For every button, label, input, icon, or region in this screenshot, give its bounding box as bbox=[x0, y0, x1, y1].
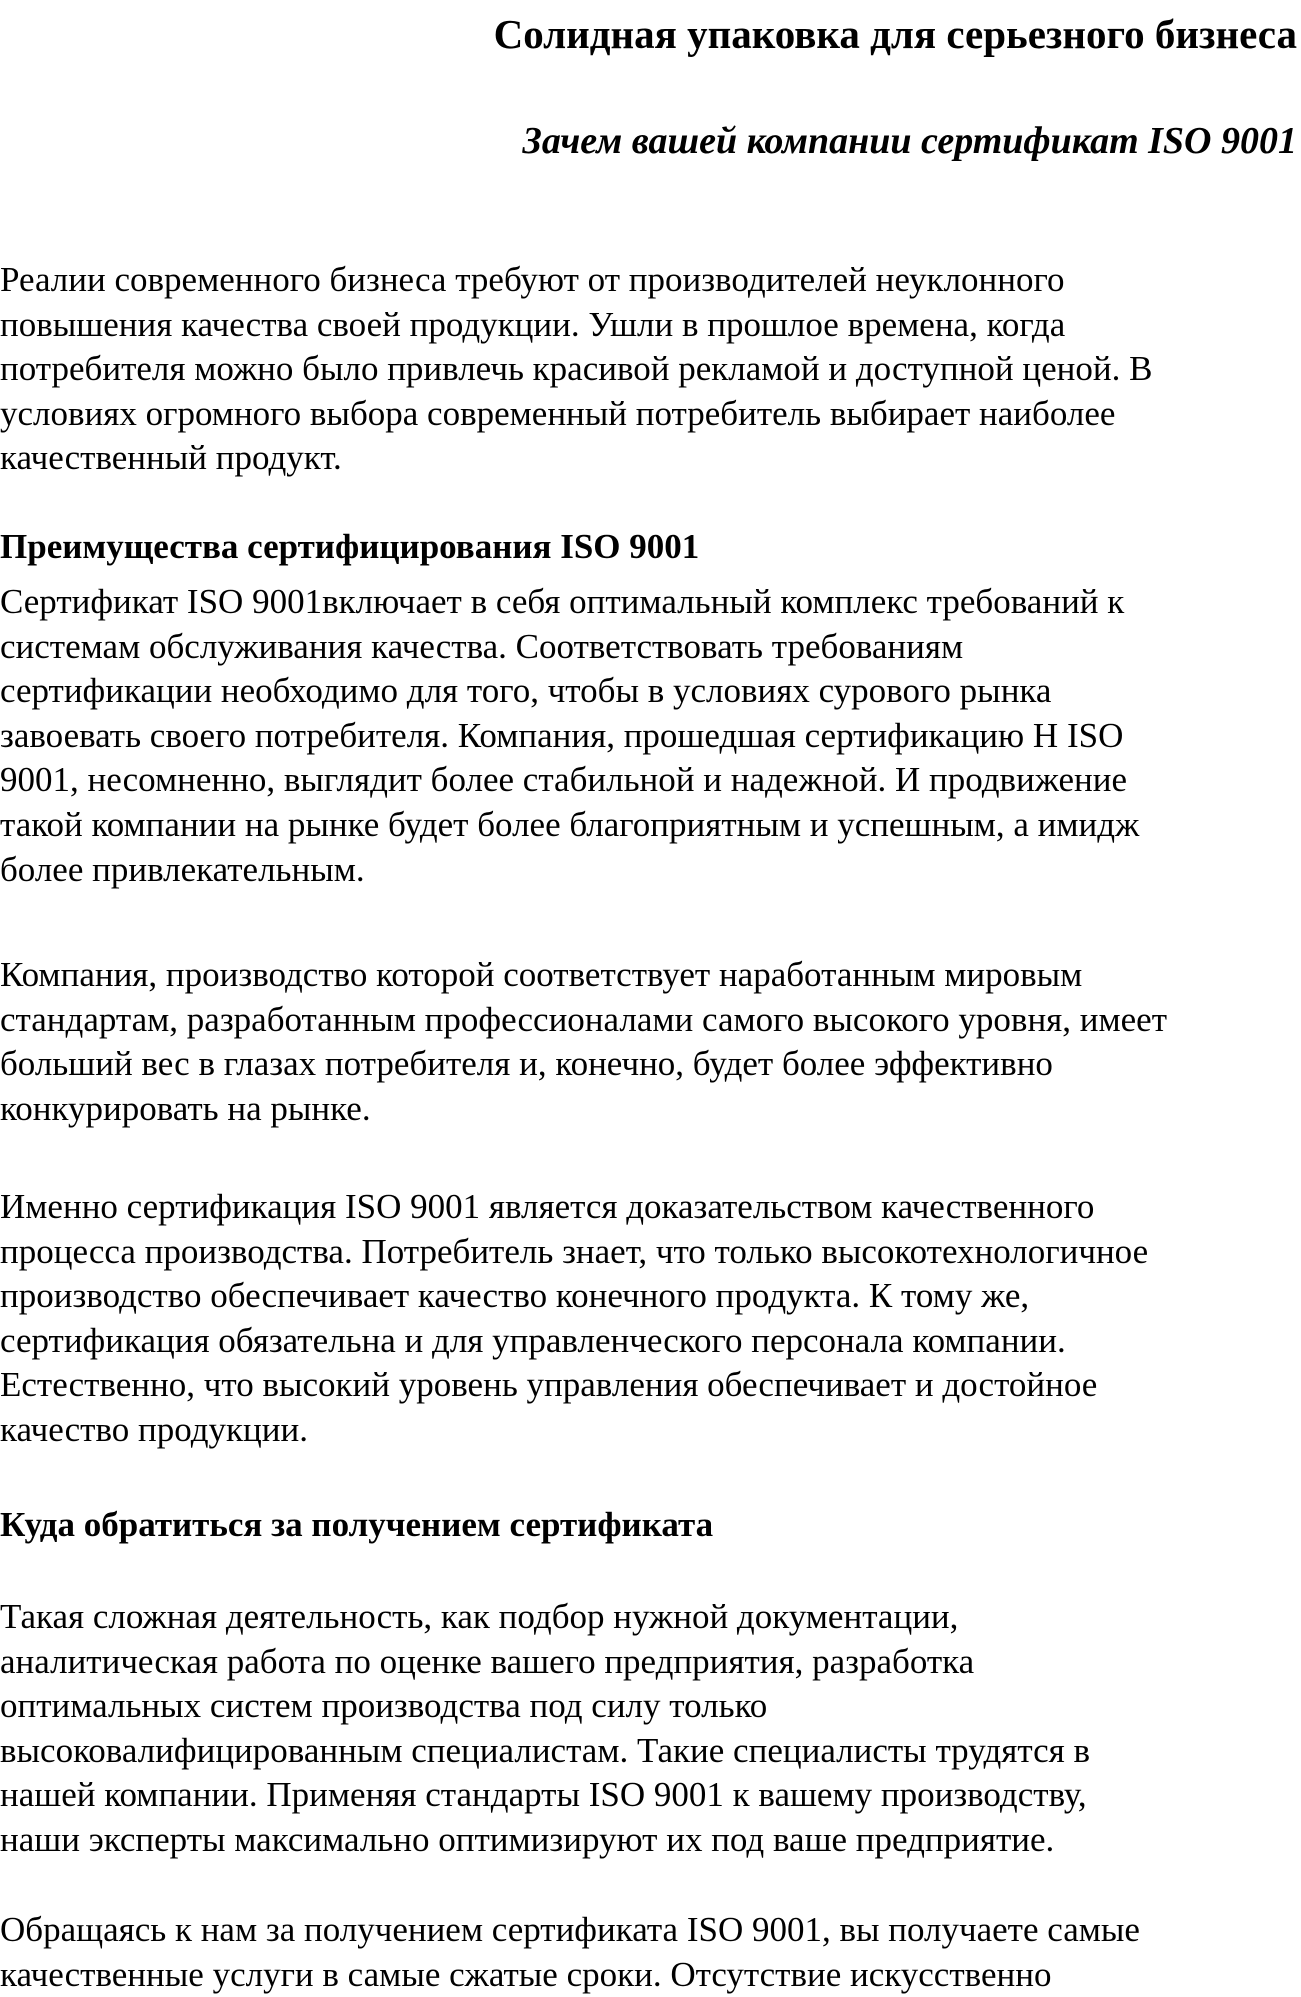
paragraph-line: Такая сложная деятельность, как подбор нужной документации, bbox=[0, 1597, 959, 1636]
paragraph-line: сертификация обязательна и для управленческого персонала компании. bbox=[0, 1320, 1066, 1360]
section-heading-advantages: Преимущества сертифицирования ISO 9001 bbox=[0, 527, 700, 566]
paragraph-line: конкурировать на рынке. bbox=[0, 1088, 371, 1128]
document-title: Солидная упаковка для серьезного бизнеса bbox=[493, 11, 1297, 57]
paragraph-intro bbox=[0, 258, 1301, 481]
paragraph-line: более привлекательным. bbox=[0, 849, 365, 889]
document-subtitle: Зачем вашей компании сертификат ISO 9001 bbox=[522, 120, 1297, 162]
paragraph-line: Обращаясь к нам за получением сертификата ISO 9001, вы получаете самые bbox=[0, 1910, 1140, 1949]
paragraph-line: условиях огромного выбора современный потребитель выбирает наиболее bbox=[0, 393, 1116, 433]
paragraph-line: 9001, несомненно, выглядит более стабильной и надежной. И продвижение bbox=[0, 760, 1128, 800]
paragraph-proof-of-quality bbox=[0, 1185, 1301, 1453]
paragraph-specialists bbox=[0, 1595, 1301, 1863]
paragraph-line: системам обслуживания качества. Соответствовать требованиям bbox=[0, 626, 964, 666]
paragraph-line: нашей компании. Применяя стандарты ISO 9001 к вашему производству, bbox=[0, 1775, 1087, 1815]
paragraph-line: качественный продукт. bbox=[0, 438, 342, 478]
paragraph-line: производство обеспечивает качество конечного продукта. К тому же, bbox=[0, 1276, 1030, 1316]
paragraph-line: оптимальных систем производства под силу только bbox=[0, 1686, 768, 1726]
paragraph-world-standards bbox=[0, 953, 1301, 1131]
paragraph-line: сертификации необходимо для того, чтобы в условиях сурового рынка bbox=[0, 671, 1052, 711]
paragraph-contact-us bbox=[0, 1908, 1301, 1997]
section-heading-where-to-apply: Куда обратиться за получением сертификата bbox=[0, 1505, 714, 1544]
paragraph-line: Естественно, что высокий уровень управления обеспечивает и достойное bbox=[0, 1365, 1098, 1405]
paragraph-line: Именно сертификация ISO 9001 является доказательством качественного bbox=[0, 1187, 1095, 1226]
paragraph-line: завоевать своего потребителя. Компания, прошедшая сертификацию Н ISO bbox=[0, 715, 1124, 755]
paragraph-line: наши эксперты максимально оптимизируют их под ваше предприятие. bbox=[0, 1819, 1055, 1859]
paragraph-line: потребителя можно было привлечь красивой рекламой и доступной ценой. В bbox=[0, 349, 1153, 389]
paragraph-line: стандартам, разработанным профессионалами самого высокого уровня, имеет bbox=[0, 999, 1168, 1039]
paragraph-line: больший вес в глазах потребителя и, конечно, будет более эффективно bbox=[0, 1044, 1053, 1084]
paragraph-line: Сертификат ISO 9001включает в себя оптимальный комплекс требований к bbox=[0, 582, 1125, 621]
paragraph-certificate-contents bbox=[0, 580, 1301, 892]
paragraph-line: Реалии современного бизнеса требуют от производителей неуклонного bbox=[0, 260, 1065, 299]
paragraph-line: такой компании на рынке будет более благоприятным и успешным, а имидж bbox=[0, 804, 1140, 844]
paragraph-line: качество продукции. bbox=[0, 1409, 308, 1449]
paragraph-line: процесса производства. Потребитель знает, что только высокотехнологичное bbox=[0, 1231, 1149, 1271]
paragraph-line: повышения качества своей продукции. Ушли в прошлое времена, когда bbox=[0, 304, 1066, 344]
paragraph-line: высоковалифицированным специалистам. Такие специалисты трудятся в bbox=[0, 1730, 1091, 1770]
paragraph-line: аналитическая работа по оценке вашего предприятия, разработка bbox=[0, 1641, 975, 1681]
paragraph-line: качественные услуги в самые сжатые сроки. Отсутствие искусственно bbox=[0, 1954, 1052, 1994]
paragraph-line: Компания, производство которой соответствует наработанным мировым bbox=[0, 955, 1083, 994]
